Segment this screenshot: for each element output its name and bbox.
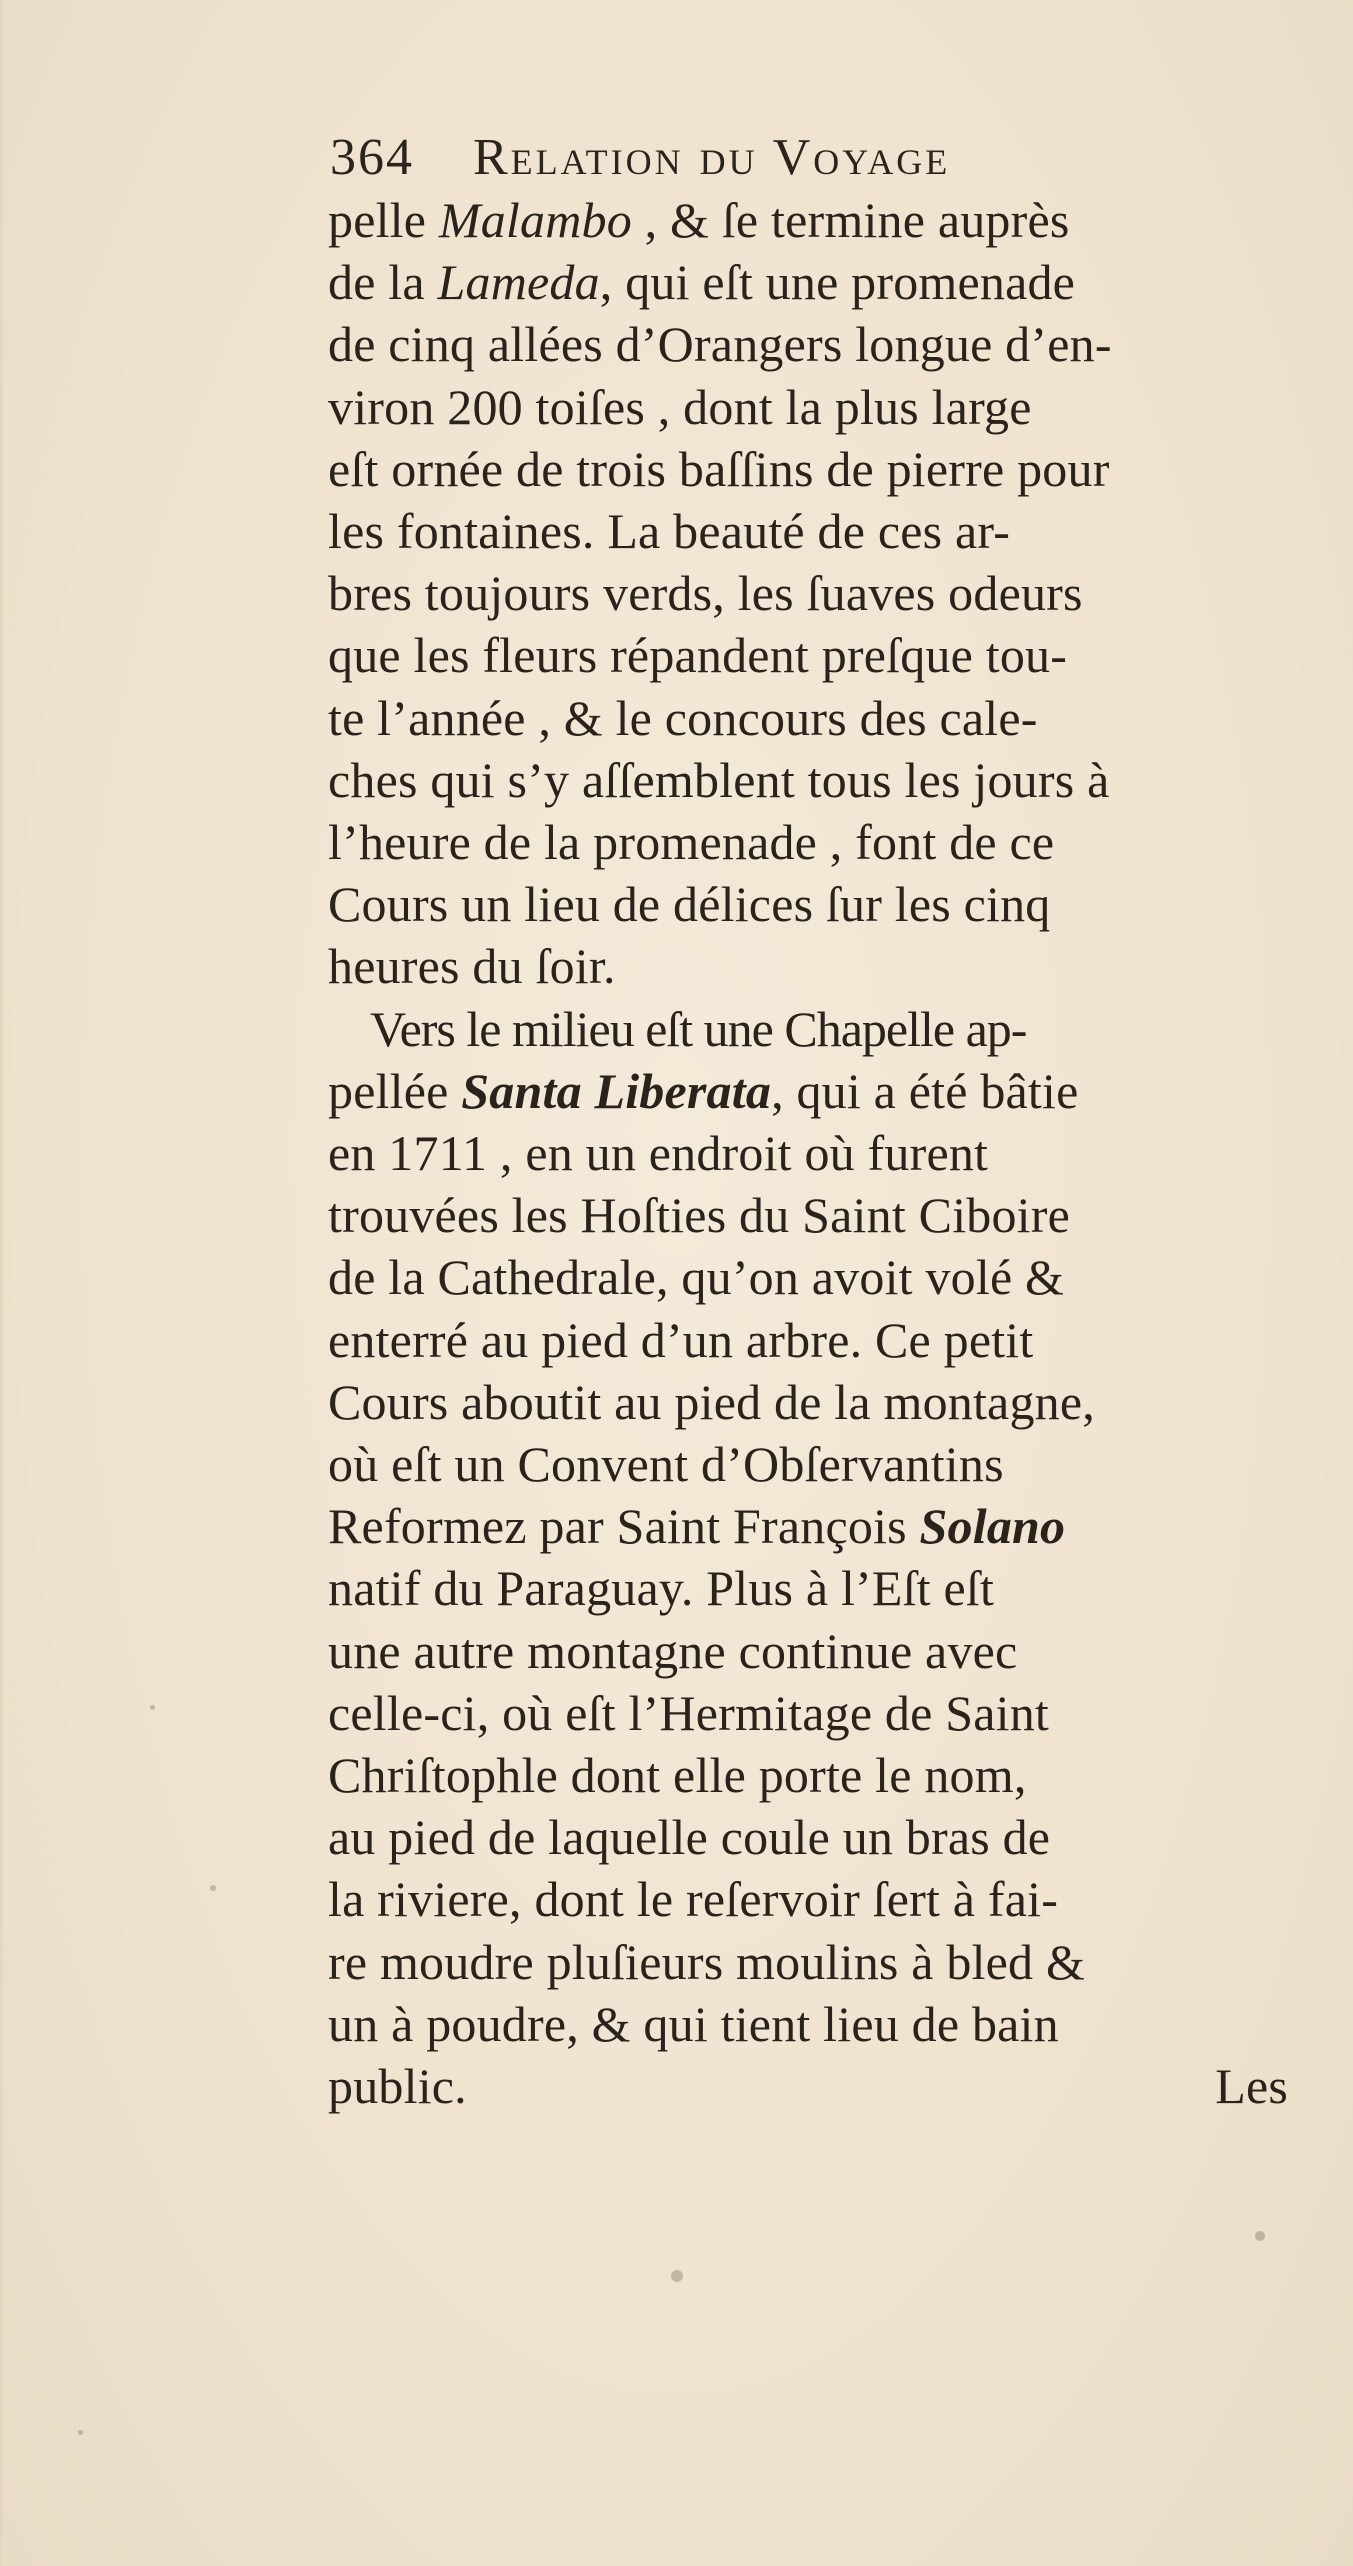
ink-speck bbox=[1255, 2231, 1265, 2241]
text-line bbox=[328, 1310, 1308, 1370]
text-segment: Cours aboutit au pied de la montagne, bbox=[328, 1373, 1095, 1430]
text-line bbox=[328, 314, 1308, 374]
text-line bbox=[328, 1185, 1308, 1245]
text-segment: natif du Paraguay. Plus à l’Eſt eſt bbox=[328, 1560, 995, 1617]
text-segment: Cours un lieu de délices ſur les cinq bbox=[328, 876, 1051, 933]
text-segment: public. bbox=[328, 2058, 467, 2114]
text-line bbox=[328, 1621, 1308, 1681]
text-segment: en 1711 , en un endroit où furent bbox=[328, 1125, 989, 1181]
text-segment: trouvées les Hoſties du Saint Ciboire bbox=[328, 1187, 1071, 1244]
text-segment: , qui eſt une promenade bbox=[599, 254, 1076, 311]
text-segment: Chriſtophle dont elle porte le nom, bbox=[328, 1747, 1027, 1803]
text-segment: re moudre pluſieurs moulins à bled & bbox=[328, 1933, 1086, 1990]
text-line bbox=[328, 1558, 1308, 1618]
text-segment: la riviere, dont le reſervoir ſert à fai- bbox=[328, 1871, 1059, 1928]
catchword: Les bbox=[1215, 2058, 1288, 2114]
text-segment: Vers le milieu eſt une Chapelle ap- bbox=[370, 1000, 1027, 1057]
text-line bbox=[370, 999, 1350, 1059]
text-segment: te l’année , & le concours des cale- bbox=[328, 689, 1038, 746]
text-segment: une autre montagne continue avec bbox=[328, 1622, 1018, 1679]
ink-speck bbox=[210, 1885, 216, 1891]
text-segment: les fontaines. La beauté de ces ar- bbox=[328, 503, 1011, 559]
text-segment: pellée bbox=[328, 1062, 462, 1119]
text-segment: que les fleurs répandent preſque tou- bbox=[328, 627, 1068, 684]
text-segment: celle-ci, où eſt l’Hermitage de Saint bbox=[328, 1684, 1049, 1741]
text-segment: où eſt un Convent d’Obſervantins bbox=[328, 1436, 1004, 1492]
ink-speck bbox=[78, 2430, 83, 2435]
text-segment: Reformez par Saint François bbox=[328, 1498, 920, 1555]
text-segment: , qui a été bâtie bbox=[771, 1062, 1079, 1119]
text-line bbox=[328, 1745, 1308, 1805]
text-segment: l’heure de la promenade , font de ce bbox=[328, 814, 1055, 870]
text-line bbox=[328, 688, 1308, 748]
page-edge bbox=[0, 0, 3, 2566]
text-line bbox=[328, 1247, 1308, 1307]
text-line bbox=[328, 1496, 1308, 1556]
text-line bbox=[328, 190, 1308, 250]
text-segment: bres toujours verds, les ſuaves odeurs bbox=[328, 565, 1083, 622]
text-line bbox=[328, 750, 1308, 810]
text-line bbox=[328, 1683, 1308, 1743]
text-line bbox=[328, 874, 1308, 934]
text-line bbox=[328, 563, 1308, 623]
italic-text: Lameda bbox=[437, 254, 600, 311]
text-line bbox=[328, 439, 1308, 499]
text-line bbox=[328, 1372, 1308, 1432]
text-line bbox=[328, 501, 1308, 561]
text-line bbox=[328, 812, 1308, 872]
text-line bbox=[328, 936, 1308, 996]
text-line bbox=[328, 2056, 1308, 2116]
text-line bbox=[328, 1807, 1308, 1867]
text-line bbox=[328, 625, 1308, 685]
ink-speck bbox=[150, 1705, 155, 1710]
text-line bbox=[328, 1123, 1308, 1183]
running-header bbox=[330, 118, 1230, 198]
text-segment: viron 200 toiſes , dont la plus large bbox=[328, 378, 1032, 435]
page-number: 364 bbox=[330, 129, 414, 186]
text-segment: un à poudre, & qui tient lieu de bain bbox=[328, 1995, 1059, 2052]
running-title: Relation du Voyage bbox=[473, 129, 951, 186]
text-line bbox=[328, 1994, 1308, 2054]
italic-text: Malambo bbox=[438, 192, 632, 248]
text-line bbox=[328, 1932, 1308, 1992]
ink-speck bbox=[671, 2270, 683, 2282]
text-segment: enterré au pied d’un arbre. Ce petit bbox=[328, 1311, 1034, 1368]
text-segment: de cinq allées d’Orangers longue d’en- bbox=[328, 316, 1112, 373]
text-line bbox=[328, 1434, 1308, 1494]
text-segment: heures du ſoir. bbox=[328, 938, 616, 995]
italic-text: Santa Liberata bbox=[461, 1062, 772, 1119]
text-segment: , & ſe termine auprès bbox=[631, 192, 1070, 248]
italic-text: Solano bbox=[919, 1498, 1066, 1555]
text-line bbox=[328, 1061, 1308, 1121]
text-line bbox=[328, 1869, 1308, 1929]
text-line bbox=[328, 377, 1308, 437]
text-segment: au pied de laquelle coule un bras de bbox=[328, 1809, 1051, 1866]
text-segment: de la bbox=[328, 254, 438, 311]
text-segment: pelle bbox=[328, 192, 439, 248]
text-segment: de la Cathedrale, qu’on avoit volé & bbox=[328, 1249, 1065, 1306]
text-segment: eſt ornée de trois baſſins de pierre pour bbox=[328, 440, 1110, 497]
text-line bbox=[328, 252, 1308, 312]
text-segment: ches qui s’y aſſemblent tous les jours à bbox=[328, 751, 1110, 808]
